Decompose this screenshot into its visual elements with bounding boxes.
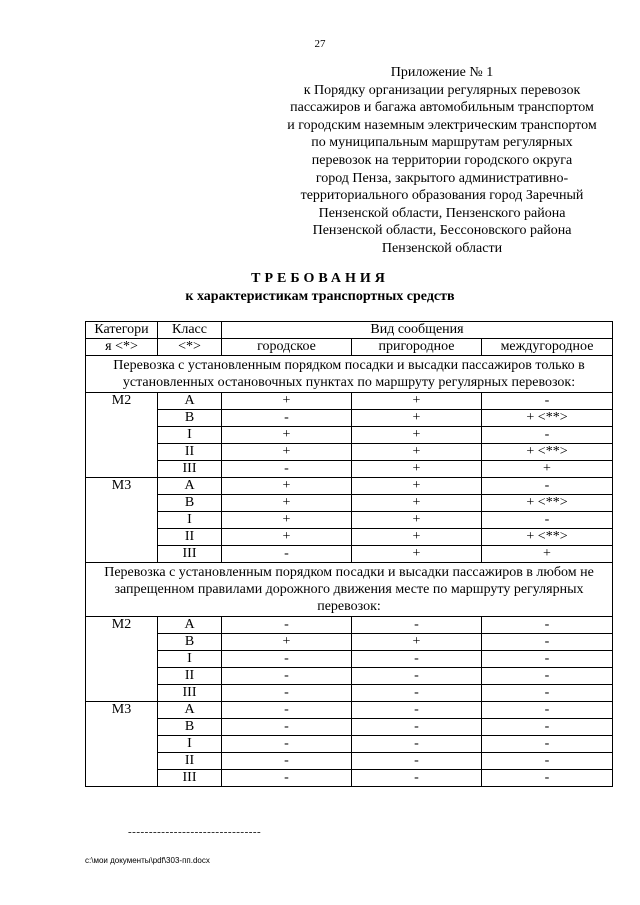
class-cell: B [158, 495, 222, 512]
appendix-line: Пензенской области [381, 240, 503, 256]
appendix-line: территориального образования город Заречный [300, 188, 584, 204]
appendix-line: и городским наземным электрическим транспортом [287, 117, 597, 133]
value-cell: - [482, 736, 613, 753]
value-cell: - [222, 685, 352, 702]
value-cell: - [482, 512, 613, 529]
class-cell: I [158, 736, 222, 753]
value-cell: + <**> [482, 410, 613, 427]
value-cell: + [352, 478, 482, 495]
header-category: я <*> [86, 339, 158, 356]
value-cell: - [222, 736, 352, 753]
document-title: ТРЕБОВАНИЯ [251, 271, 389, 286]
value-cell: + [222, 512, 352, 529]
header-category: Категори [86, 322, 158, 339]
value-cell: + [352, 634, 482, 651]
value-cell: - [352, 617, 482, 634]
value-cell: - [352, 753, 482, 770]
value-cell: + [222, 444, 352, 461]
class-cell: A [158, 393, 222, 410]
value-cell: + <**> [482, 444, 613, 461]
class-cell: I [158, 651, 222, 668]
value-cell: - [352, 685, 482, 702]
table-row [86, 770, 613, 787]
table-header-row [86, 339, 613, 356]
value-cell: - [352, 719, 482, 736]
table-row [86, 753, 613, 770]
value-cell: + [222, 393, 352, 410]
value-cell: + [352, 512, 482, 529]
value-cell: - [482, 770, 613, 787]
value-cell: - [482, 685, 613, 702]
class-cell: A [158, 617, 222, 634]
appendix-line: к Порядку организации регулярных перевозок [303, 82, 581, 98]
table-row [86, 461, 613, 478]
value-cell: + [352, 461, 482, 478]
header-column: городское [222, 339, 352, 356]
value-cell: + [352, 393, 482, 410]
table-row [86, 736, 613, 753]
appendix-line: перевозок на территории городского округа [311, 152, 573, 168]
value-cell: - [482, 719, 613, 736]
requirements-table [85, 321, 613, 787]
value-cell: + [352, 529, 482, 546]
table-row [86, 651, 613, 668]
value-cell: - [222, 702, 352, 719]
table-row [86, 410, 613, 427]
value-cell: - [352, 736, 482, 753]
table-row [86, 546, 613, 563]
class-cell: III [158, 461, 222, 478]
value-cell: + [222, 529, 352, 546]
table-row [86, 529, 613, 546]
header-class: Класс [158, 322, 222, 339]
value-cell: + <**> [482, 529, 613, 546]
page-number: 27 [314, 38, 326, 50]
class-cell: B [158, 410, 222, 427]
value-cell: - [482, 427, 613, 444]
value-cell: + [222, 634, 352, 651]
class-cell: B [158, 634, 222, 651]
value-cell: - [222, 461, 352, 478]
value-cell: - [482, 651, 613, 668]
section-title: Перевозка с установленным порядком посадки и высадки пассажиров только в установленных остановочных пунктах по маршруту регулярных перевозок: [86, 356, 613, 393]
section-row [86, 356, 613, 393]
class-cell: II [158, 668, 222, 685]
value-cell: - [352, 651, 482, 668]
value-cell: - [222, 651, 352, 668]
table-row [86, 702, 613, 719]
section-title: Перевозка с установленным порядком посадки и высадки пассажиров в любом не запрещенном правилами дорожного движения месте по маршруту регулярных перевозок: [86, 563, 613, 617]
value-cell: + <**> [482, 495, 613, 512]
value-cell: - [222, 617, 352, 634]
appendix-block [268, 64, 616, 258]
appendix-line: пассажиров и багажа автомобильным транспортом [290, 100, 594, 116]
appendix-line: город Пенза, закрытого административно- [315, 170, 569, 186]
class-cell: I [158, 427, 222, 444]
table-row [86, 719, 613, 736]
value-cell: + [482, 461, 613, 478]
value-cell: + [352, 546, 482, 563]
table-row [86, 444, 613, 461]
class-cell: II [158, 529, 222, 546]
category-cell: М2 [86, 393, 158, 478]
table-header-row [86, 322, 613, 339]
value-cell: + [352, 495, 482, 512]
table-row [86, 634, 613, 651]
value-cell: - [222, 546, 352, 563]
class-cell: I [158, 512, 222, 529]
value-cell: - [352, 770, 482, 787]
class-cell: III [158, 685, 222, 702]
value-cell: + [222, 495, 352, 512]
file-path: c:\мои документы\pdf\303-пп.docx [85, 856, 210, 865]
class-cell: B [158, 719, 222, 736]
appendix-line: Пензенской области, Бессоновского района [312, 223, 572, 239]
header-message-type: Вид сообщения [222, 322, 613, 339]
table-row [86, 427, 613, 444]
table-row [86, 617, 613, 634]
appendix-line: Пензенской области, Пензенского района [318, 205, 566, 221]
value-cell: + [352, 427, 482, 444]
appendix-line: Приложение № 1 [390, 65, 494, 80]
table-row [86, 512, 613, 529]
value-cell: - [352, 702, 482, 719]
value-cell: + [482, 546, 613, 563]
document-subtitle: к характеристикам транспортных средств [185, 289, 455, 304]
value-cell: - [482, 617, 613, 634]
category-cell: М3 [86, 702, 158, 787]
table-row [86, 478, 613, 495]
header-column: пригородное [352, 339, 482, 356]
value-cell: - [222, 668, 352, 685]
footnote-separator: -------------------------------- [128, 826, 262, 838]
class-cell: III [158, 770, 222, 787]
value-cell: - [222, 719, 352, 736]
class-cell: A [158, 702, 222, 719]
table-row [86, 685, 613, 702]
value-cell: - [482, 702, 613, 719]
table-row [86, 393, 613, 410]
class-cell: II [158, 444, 222, 461]
class-cell: III [158, 546, 222, 563]
class-cell: A [158, 478, 222, 495]
value-cell: - [482, 634, 613, 651]
header-column: междугородное [482, 339, 613, 356]
category-cell: М2 [86, 617, 158, 702]
table-row [86, 668, 613, 685]
section-row [86, 563, 613, 617]
appendix-line: по муниципальным маршрутам регулярных [311, 135, 573, 151]
category-cell: М3 [86, 478, 158, 563]
value-cell: - [482, 393, 613, 410]
table-row [86, 495, 613, 512]
value-cell: - [482, 753, 613, 770]
value-cell: + [352, 444, 482, 461]
value-cell: - [222, 770, 352, 787]
value-cell: + [222, 427, 352, 444]
value-cell: - [222, 753, 352, 770]
header-class: <*> [158, 339, 222, 356]
value-cell: + [222, 478, 352, 495]
value-cell: - [482, 478, 613, 495]
value-cell: - [482, 668, 613, 685]
value-cell: - [352, 668, 482, 685]
value-cell: + [352, 410, 482, 427]
class-cell: II [158, 753, 222, 770]
value-cell: - [222, 410, 352, 427]
